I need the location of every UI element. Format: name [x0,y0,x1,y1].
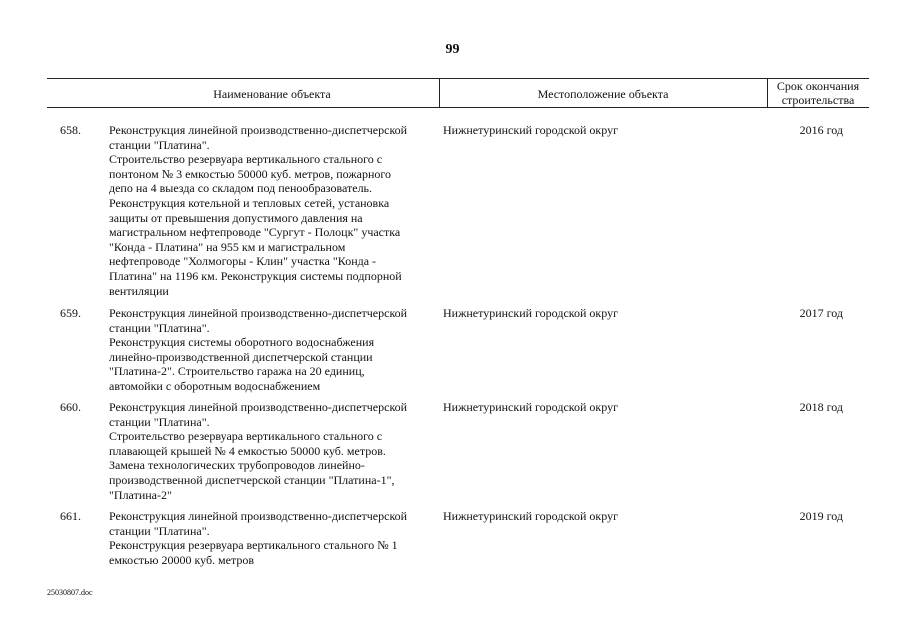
header-deadline [767,79,869,107]
row-location: Нижнетуринский городской округ [443,306,619,320]
header-object-name: Наименование объекта [213,87,331,101]
row-location: Нижнетуринский городской округ [443,509,619,523]
header-object-location: Местоположение объекта [537,87,669,101]
row-number: 661. [60,509,81,523]
row-description: Реконструкция линейной производственно-диспетчерской станции "Платина". Реконструкция системы оборотного водоснабжения линейно-производственной диспетчерской станции "Платина-2". Строительство гаража на 20 единиц, автомойки с оборотным водоснабжением [109,306,408,393]
row-number: 659. [60,306,81,320]
header-top-rule [47,78,869,79]
row-deadline: 2018 год [799,400,843,414]
header-deadline-line2: строительства [781,93,855,107]
header-deadline-line1: Срок окончания [776,79,860,93]
row-location: Нижнетуринский городской округ [443,123,619,137]
row-location: Нижнетуринский городской округ [443,400,619,414]
row-description: Реконструкция линейной производственно-диспетчерской станции "Платина". Строительство резервуара вертикального стального с плавающей крышей № 4 емкостью 50000 куб. метров. Замена технологических трубопроводов линейно- производственной диспетчерской станции "Платина-1", "Платина-2" [109,400,408,502]
table-header [47,78,869,108]
row-deadline: 2017 год [799,306,843,320]
footer-filename: 25030807.doc [47,588,93,597]
row-deadline: 2019 год [799,509,843,523]
row-number: 660. [60,400,81,414]
row-number: 658. [60,123,81,137]
page-number: 99 [445,42,460,57]
row-description: Реконструкция линейной производственно-диспетчерской станции "Платина". Реконструкция резервуара вертикального стального № 1 емкостью 20000 куб. метров [109,509,408,567]
row-deadline: 2016 год [799,123,843,137]
row-description: Реконструкция линейной производственно-диспетчерской станции "Платина". Строительство резервуара вертикального стального с понтоном № 3 емкостью 50000 куб. метров, пожарного депо на 4 выезда со складом под пенообразователь. Реконструкция котельной и тепловых сетей, установка защиты от превышения допустимого давления на магистральном нефтепроводе "Сургут - Полоцк" участка "Конда - Платина" на 955 км и магистральном нефтепроводе "Холмогоры - Клин" участка "Конда - Платина" на 1196 км. Реконструкция системы подпорной вентиляции [109,123,408,298]
header-bottom-rule [47,107,869,108]
